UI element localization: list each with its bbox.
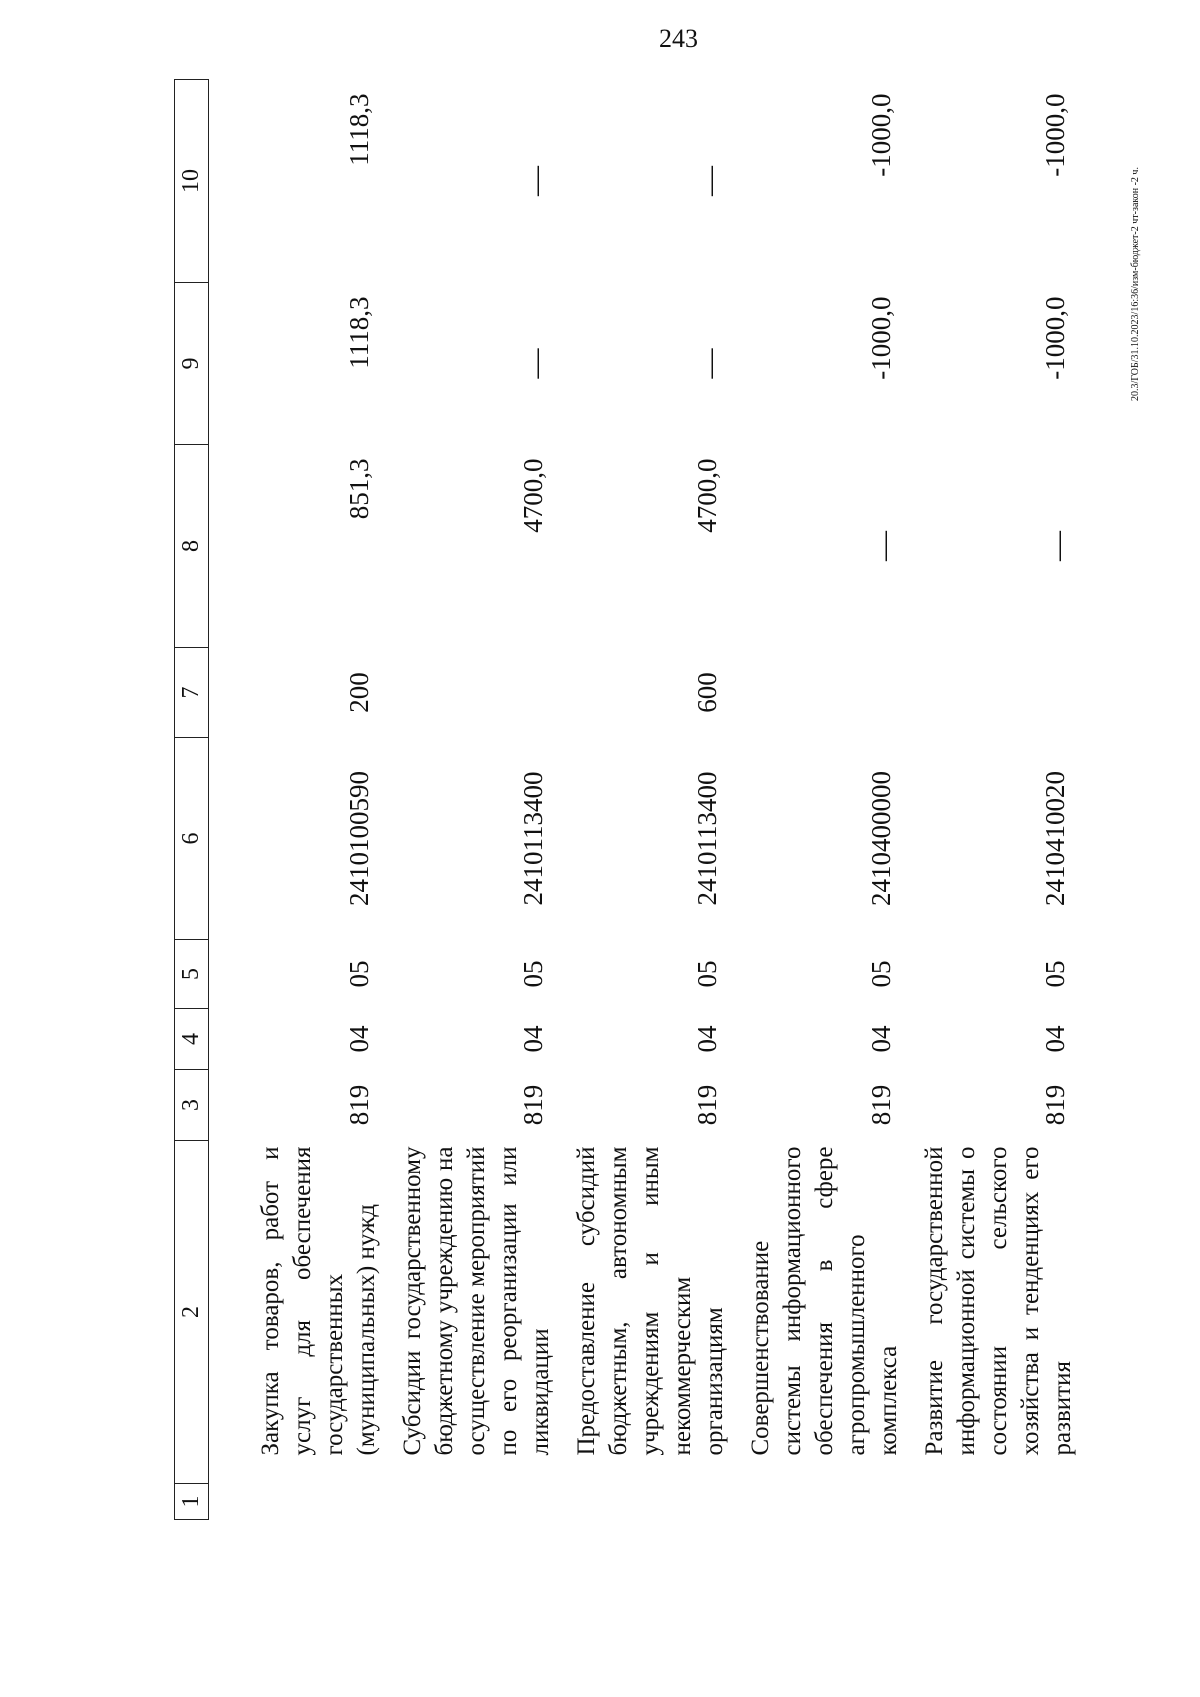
row-description: Совершенствование системы информационного обеспечения в сфере агропромышленного комплекса [747,1146,902,1456]
cell-ministry-code: 819 [692,1084,722,1126]
table-row [383,80,557,1520]
cell-col8-value: 851,3 [344,458,374,520]
row-spacer [731,1484,905,1520]
document-footer-code: 20.3/ГОБ/31.10.2023/16:36/изм-бюджет-2 чт-закон -2 ч. [1130,167,1141,401]
header-cell-7: 7 [175,648,209,738]
cell-col10-value: 1118,3 [344,93,374,166]
row-description: Развитие государственной информационной системы о состоянии сельского хозяйства и тенденциях его развития [921,1146,1076,1456]
cell-section-code: 04 [692,1025,722,1053]
header-cell-5: 5 [175,940,209,1009]
cell-expense-type: 200 [344,672,374,713]
header-cell-10: 10 [175,80,209,283]
cell-ministry-code: 819 [518,1084,548,1126]
row-description: Предоставление субсидий бюджетным, автономным учреждениям и иным некоммерческим организациям [573,1146,728,1456]
row-description: Субсидии государственному бюджетному учреждению на осуществление мероприятий по его реорганизации или ликвидации [399,1146,554,1456]
header-cell-2: 2 [175,1141,209,1484]
cell-col9-value: — [519,348,552,379]
header-row [175,80,209,1520]
cell-expense-type [731,648,905,738]
budget-table [174,79,1079,1520]
row-description: Закупка товаров, работ и услуг для обеспечения государственных (муниципальных) нужд [257,1146,380,1456]
header-cell-3: 3 [175,1070,209,1141]
header-cell-4: 4 [175,1009,209,1070]
row-spacer [905,1484,1079,1520]
cell-target-article: 2410113400 [518,771,548,906]
cell-ministry-code: 819 [344,1084,374,1126]
cell-col10-value: -1000,0 [1040,93,1070,177]
cell-ministry-code: 819 [866,1084,896,1126]
cell-target-article: 2410410020 [1040,771,1070,906]
header-cell-1: 1 [175,1484,209,1520]
cell-target-article: 2410113400 [692,771,722,906]
budget-table-rotated [174,80,1076,1520]
table-row [905,80,1079,1520]
row-spacer [383,1484,557,1520]
cell-expense-type: 600 [692,672,722,713]
cell-col8-value: 4700,0 [692,458,722,533]
cell-section-code: 04 [1040,1025,1070,1053]
cell-col9-value: — [693,348,726,379]
row-spacer [209,1484,384,1520]
cell-col10-value: — [519,166,552,196]
cell-subsection-code: 05 [692,960,722,988]
cell-subsection-code: 05 [866,960,896,988]
header-cell-6: 6 [175,738,209,940]
header-cell-8: 8 [175,445,209,648]
cell-ministry-code: 819 [1040,1084,1070,1126]
cell-expense-type [905,648,1079,738]
cell-col8-value: — [1041,531,1074,561]
cell-expense-type [383,648,557,738]
cell-section-code: 04 [866,1025,896,1053]
cell-subsection-code: 05 [344,960,374,988]
row-spacer [557,1484,731,1520]
cell-target-article: 2410100590 [344,771,374,906]
table-row [557,80,731,1520]
table-row [731,80,905,1520]
cell-col8-value: — [867,531,900,561]
cell-col9-value: 1118,3 [344,296,374,369]
cell-subsection-code: 05 [1040,960,1070,988]
cell-col10-value: — [693,166,726,196]
page-number: 243 [659,24,698,53]
cell-target-article: 2410400000 [866,771,896,906]
cell-col10-value: -1000,0 [866,93,896,177]
header-cell-9: 9 [175,283,209,445]
cell-section-code: 04 [518,1025,548,1053]
cell-col8-value: 4700,0 [518,458,548,533]
cell-subsection-code: 05 [518,960,548,988]
table-row [209,80,384,1520]
cell-section-code: 04 [344,1025,374,1053]
cell-col9-value: -1000,0 [866,296,896,380]
cell-col9-value: -1000,0 [1040,296,1070,380]
